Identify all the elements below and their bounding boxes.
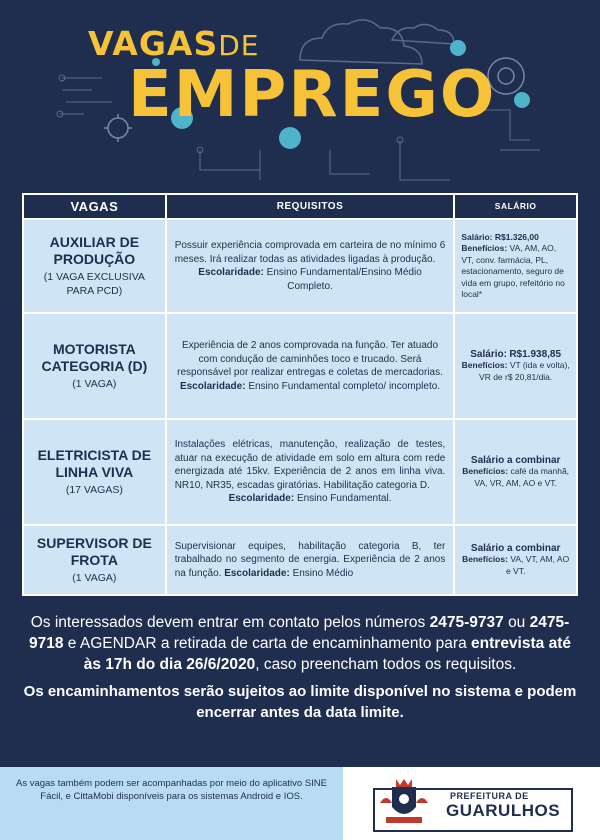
requirements-cell: [166, 313, 455, 419]
education-label: Escolaridade:: [224, 567, 290, 579]
interview-deadline: entrevista até às 17h do dia 26/6/2020: [83, 635, 571, 673]
table-header-row: [23, 194, 577, 219]
education-label: Escolaridade:: [228, 493, 295, 505]
benefits-label: Benefícios:: [461, 360, 508, 371]
job-title: AUXILIAR DE PRODUÇÃO: [49, 234, 140, 267]
table-row: [23, 313, 577, 419]
salary-value: R$1.326,00: [494, 231, 539, 242]
job-cell: [23, 525, 166, 595]
benefits-value: VA, VT, AM, AO e VT.: [505, 554, 570, 576]
benefits-value: café da manhã, VA, VR, AM, AO e VT.: [474, 466, 570, 488]
contact-intro: Os interessados devem entrar em contato pelos números: [30, 614, 426, 631]
phone-number-2: 2475-9718: [29, 614, 570, 652]
salary-cell: [454, 219, 577, 313]
title-de: DE: [218, 29, 260, 62]
col-header-vagas: VAGAS: [23, 194, 166, 219]
logo-guarulhos: GUARULHOS: [446, 801, 561, 820]
education-value: Ensino Fundamental completo/ incompleto.: [248, 380, 441, 392]
app-availability-note: As vagas também podem ser acompanhadas por meio do aplicativo SINE Fácil, e CittaMobi disponíveis para os sistemas Android e IOS.: [0, 767, 343, 840]
job-cell: [23, 419, 166, 525]
salary-label: Salário a combinar: [470, 454, 561, 466]
title-emprego: EMPREGO: [128, 58, 497, 132]
job-title: MOTORISTA CATEGORIA (D): [41, 341, 148, 374]
benefits-value: VT (ida e volta), VR de r$ 20,81/dia.: [479, 360, 570, 382]
salary-label: Salário:: [470, 348, 507, 360]
education-value: Ensino Médio: [292, 567, 354, 579]
education-value: Ensino Fundamental.: [296, 493, 392, 505]
contact-requirements: , caso preencham todos os requisitos.: [255, 656, 517, 673]
requirements-text: Possuir experiência comprovada em carteira de no mínimo 6 meses. Irá realizar todas as atividades ligadas à produção.: [174, 240, 446, 265]
logo-prefeitura-de: PREFEITURA DE: [450, 791, 529, 801]
requirements-text: Experiência de 2 anos comprovada na função. Ter atuado com condução de caminhões toco e trucado. Será responsável por realizar entregas e coletas de mercadorias.: [177, 340, 443, 378]
table-row: [23, 525, 577, 595]
table-row: [23, 219, 577, 313]
requirements-text: Instalações elétricas, manutenção, realização de testes, atuar na execução de atividade em solo em altura com rede energizada até 15kv. Experiência de 2 anos em linha viva. NR10, NR35, escadas giratórias. Habilitação categoria D.: [174, 439, 446, 491]
contact-paragraph: [22, 612, 578, 675]
requirements-text: Supervisionar equipes, habilitação categoria B, ter trabalhado no segmento de energia. Experiência de 2 anos na função.: [174, 540, 446, 579]
education-label: Escolaridade:: [179, 380, 246, 392]
benefits-label: Benefícios:: [462, 554, 508, 565]
jobs-table: [22, 193, 578, 596]
phone-number-1: 2475-9737: [429, 614, 504, 631]
job-cell: [23, 219, 166, 313]
job-title: ELETRICISTA DE LINHA VIVA: [37, 447, 152, 480]
footer: [0, 767, 600, 840]
benefits-label: Benefícios:: [461, 243, 508, 253]
job-openings: (17 VAGAS): [65, 484, 123, 496]
job-cell: [23, 313, 166, 419]
salary-value: R$1.938,85: [509, 348, 562, 360]
requirements-cell: [166, 419, 455, 525]
col-header-requisitos: REQUISITOS: [166, 194, 455, 219]
salary-cell: [454, 525, 577, 595]
education-label: Escolaridade:: [198, 267, 264, 278]
salary-label: Salário:: [461, 231, 493, 242]
title-vagas: VAGAS: [88, 24, 219, 63]
education-value: Ensino Fundamental/Ensino Médio Completo.: [266, 267, 422, 292]
col-header-salario: SALÁRIO: [454, 194, 577, 219]
referral-limit-notice: Os encaminhamentos serão sujeitos ao limite disponível no sistema e podem encerrar antes da data limite.: [23, 683, 577, 721]
salary-label: Salário a combinar: [470, 542, 561, 554]
job-openings: (1 VAGA): [72, 378, 117, 390]
contact-schedule: e AGENDAR a retirada de carta de encaminhamento para: [67, 635, 467, 652]
table-row: [23, 419, 577, 525]
job-openings: (1 VAGA EXCLUSIVA PARA PCD): [43, 271, 145, 297]
contact-or: ou: [508, 614, 526, 631]
job-openings: (1 VAGA): [72, 572, 117, 584]
requirements-cell: [166, 525, 455, 595]
requirements-cell: [166, 219, 455, 313]
salary-cell: [454, 419, 577, 525]
job-title: SUPERVISOR DE FROTA: [36, 535, 152, 568]
benefits-label: Benefícios:: [462, 466, 509, 477]
salary-cell: [454, 313, 577, 419]
header-banner: [0, 0, 600, 188]
contact-info: [0, 612, 600, 723]
benefits-value: VA, AM, AO, VT, conv. farmácia, PL, estacionamento, seguro de vida em grupo, refeitório no local*: [461, 243, 565, 299]
